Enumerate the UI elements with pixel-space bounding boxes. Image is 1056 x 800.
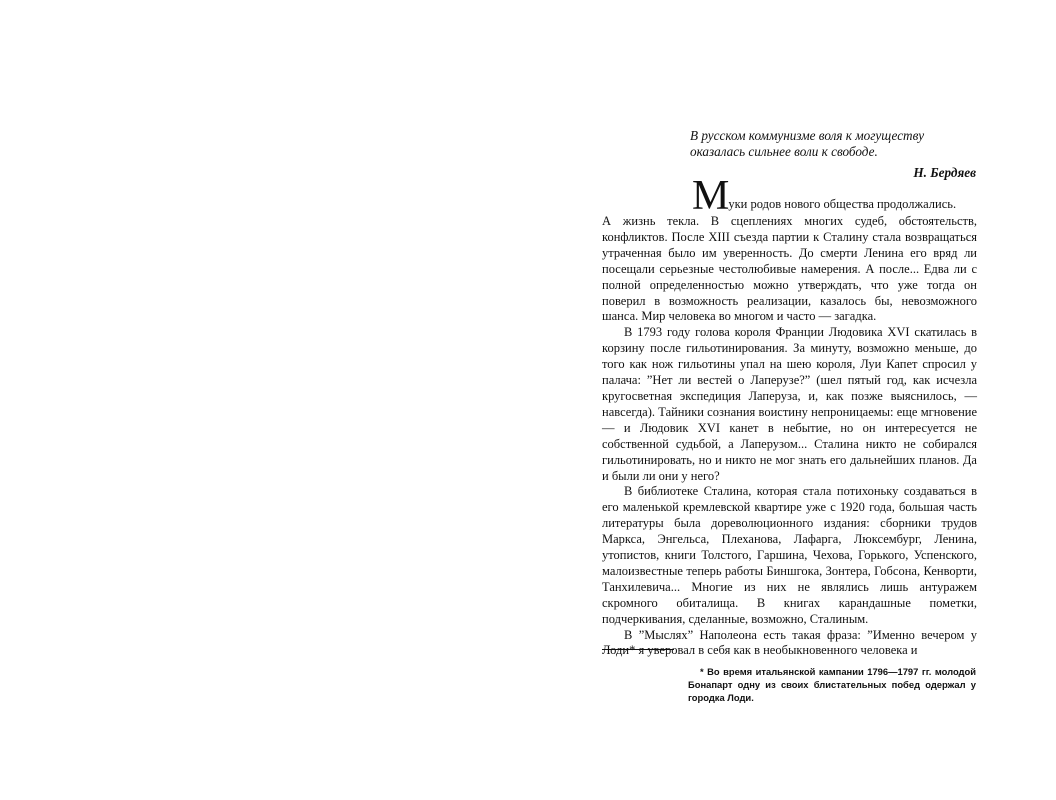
paragraph-1-text: А жизнь текла. В сцеплениях многих судеб, обстоятельств, конфликтов. После XIII съезда партии к Сталину стала возвращаться утраченная было им уверенность. До смерти Ленина его вряд ли посещали серьезные честолюбивые намерения. А после... Едва ли с полной определенностью можно утверждать, что уже тогда он поверил в возможность реализации, казалось бы, невозможного шанса. Мир человека во многом и часто — загадка.: [602, 214, 977, 324]
drop-cap: М: [692, 173, 729, 219]
footnote-divider: [602, 649, 674, 650]
paragraph-3: В библиотеке Сталина, которая стала потихоньку создаваться в его маленькой кремлевской квартире уже с 1920 года, большая часть литературы была дореволюционного издания: сборники трудов Маркса, Энгельса, Плеханова, Лафарга, Люксембург, Ленина, утопистов, книги Толстого, Гаршина, Чехова, Горького, Успенского, малоизвестные теперь работы Биншгока, Зонтера, Гобсона, Кенворти, Танхилевича... Многие из них не являлись лишь антуражем скромного обиталища. В книгах карандашные пометки, подчеркивания, сделанные, возможно, Сталиным.: [602, 484, 977, 626]
epigraph: [690, 128, 978, 160]
paragraph-1: [602, 173, 977, 325]
paragraph-2: В 1793 году голова короля Франции Людовика XVI скатилась в корзину после гильотинирования. За минуту, возможно меньше, до того как нож гильотины упал на шею короля, Луи Капет спросил у палача: ”Нет ли вестей о Лаперузе?” (шел пятый год, как исчезла кругосветная экспедиция Лаперуза, и, как позже выяснилось, — навсегда). Тайники сознания воистину непроницаемы: еще мгновение — и Людовик XVI канет в небытие, но он интересуется не собственной судьбой, а Лаперузом... Сталина никто не собирался гильотинировать, но и никто не мог знать его дальнейших планов. Да и были ли они у него?: [602, 325, 977, 483]
epigraph-line-1: В русском коммунизме воля к могуществу: [690, 128, 925, 143]
epigraph-line-2: оказалась сильнее воли к свободе.: [690, 144, 878, 159]
epigraph-author: Н. Бердяев: [913, 165, 976, 180]
paragraph-4: В ”Мыслях” Наполеона есть такая фраза: ”Именно вечером у Лоди* я уверовал в себя как в необыкновенного человека и: [602, 627, 977, 658]
paragraph-1-opening: уки родов нового общества продолжались.: [728, 197, 957, 211]
paragraph-1-first-line: [602, 173, 977, 219]
chapter-body: [602, 173, 977, 659]
footnote: * Во время итальянской кампании 1796—1797 гг. молодой Бонапарт одну из своих блистательных побед одержал у городка Лоди.: [688, 666, 976, 703]
